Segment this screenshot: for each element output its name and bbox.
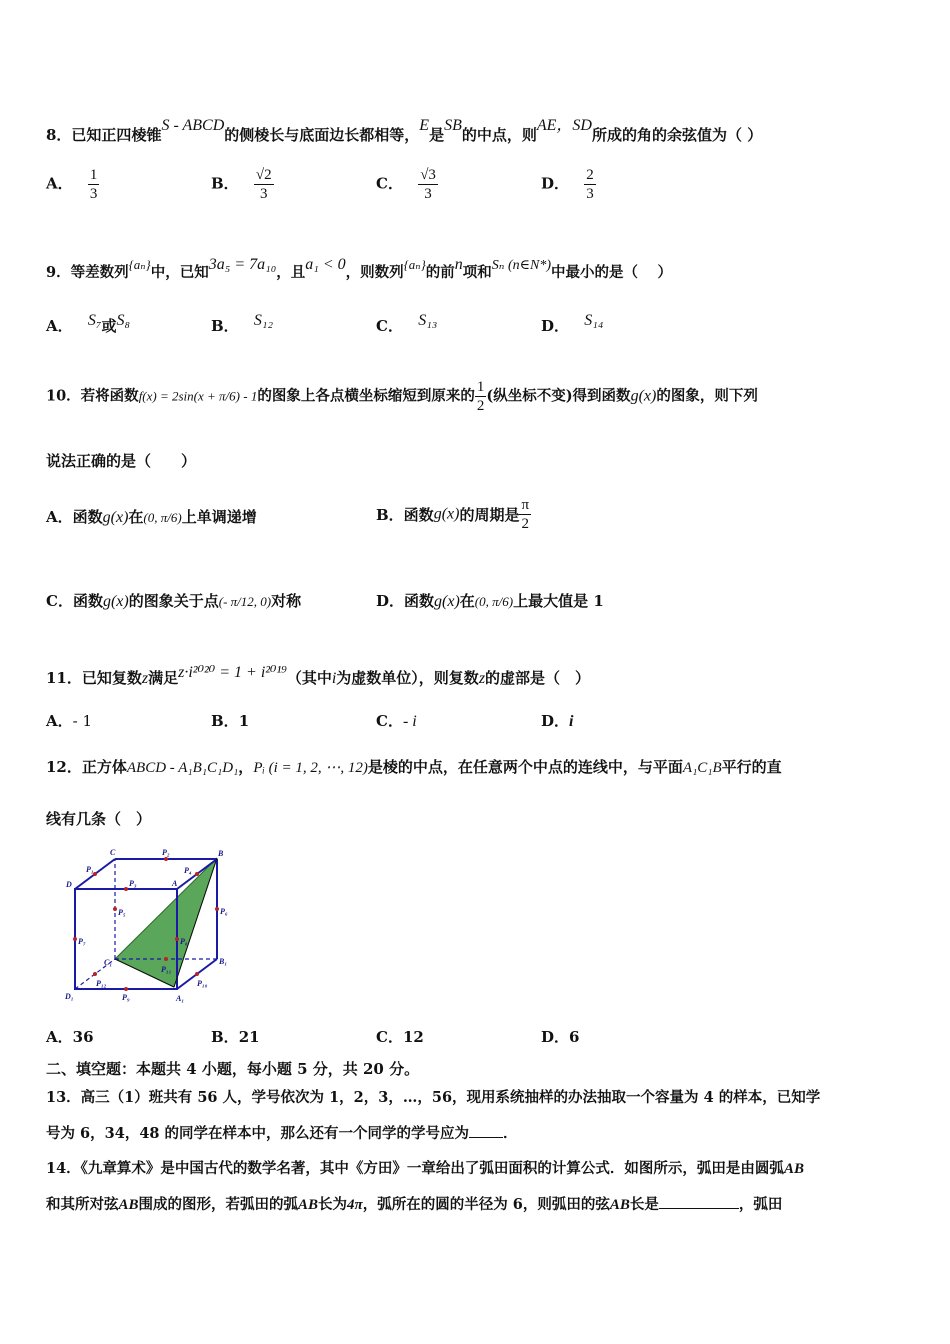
q12-option-c[interactable]	[376, 1026, 424, 1047]
q8-option-a[interactable]	[46, 166, 99, 203]
cube-figure	[62, 846, 242, 1006]
option-interval: (0, π/6)	[143, 510, 182, 525]
question-9-stem	[46, 256, 910, 282]
question-12-stem	[46, 756, 910, 777]
question-13-line2	[46, 1122, 910, 1143]
q11-z2: z	[478, 670, 486, 687]
option-or: 或	[101, 317, 117, 335]
q8-pyramid: S - ABCD	[161, 117, 225, 134]
question-12-stem-line2: 线有几条（ ）	[46, 810, 152, 828]
q11-text: （其中	[286, 669, 332, 687]
q9-sum: Sₙ (n∈N*)	[491, 258, 551, 273]
q11-option-c[interactable]	[376, 710, 417, 731]
q14-ab: AB	[609, 1197, 630, 1213]
option-text: 上单调递增	[181, 508, 257, 526]
q14-text: 长为	[318, 1196, 348, 1213]
q11-eq: z·i²⁰²⁰ = 1 + i²⁰¹⁹	[178, 664, 287, 681]
fraction-half: $\frac{1}{2}$	[476, 379, 485, 414]
answer-blank[interactable]	[659, 1208, 739, 1209]
option-value: - i	[402, 713, 417, 730]
question-10-stem	[46, 378, 910, 415]
q11-text: 满足	[148, 669, 179, 687]
option-label: B．	[211, 712, 239, 730]
q10-option-d[interactable]	[376, 590, 604, 611]
option-value: 12	[402, 1028, 424, 1046]
q13-text: ．	[503, 1125, 518, 1142]
question-10-stem-line2: 说法正确的是（ ）	[46, 452, 197, 470]
q9-text: 中，已知	[150, 264, 209, 281]
label-a1: A₁	[176, 994, 185, 1003]
option-label: B．	[211, 317, 239, 335]
fraction: $\frac{1}{3}$	[89, 167, 98, 202]
q8-option-d[interactable]	[541, 166, 596, 203]
q10-prefix: 10．若将函数	[46, 387, 139, 405]
q10-gx: g(x)	[630, 387, 657, 405]
q8-option-b[interactable]	[211, 166, 274, 203]
option-label: B．	[211, 1028, 239, 1046]
option-point: (- π/12, 0)	[218, 594, 272, 609]
q9-suffix: 中最小的是（ ）	[550, 264, 673, 281]
option-value: 1	[238, 712, 250, 730]
label-d1: D₁	[65, 992, 74, 1001]
option-label: A．	[46, 712, 73, 730]
option-value: S₁₂	[253, 312, 274, 329]
q12-plane: A₁C₁B	[682, 760, 722, 776]
option-text: 在	[128, 508, 144, 526]
option-label: A．函数	[46, 508, 103, 526]
option-text: 在	[459, 592, 475, 610]
q8-option-c[interactable]	[376, 166, 438, 203]
question-14-line2	[46, 1193, 910, 1214]
question-13-line1: 13．高三（1）班共有 56 人，学号依次为 1，2，3，…，56，现用系统抽样的办法抽取一个容量为 4 的样本，已知学	[46, 1089, 821, 1106]
q12-prefix: 12．正方体	[46, 758, 127, 776]
option-value: 6	[569, 1028, 580, 1046]
label-p11: P₁₁	[161, 965, 172, 974]
option-label: C．函数	[46, 592, 103, 610]
section-heading-fill-blank: 二、填空题：本题共 4 小题，每小题 5 分，共 20 分。	[46, 1060, 420, 1078]
option-text: 对称	[271, 592, 302, 610]
label-b1: B₁	[219, 957, 228, 966]
q9-n: n	[454, 256, 463, 273]
option-label: D．函数	[376, 592, 435, 610]
option-value: S₁₄	[584, 312, 604, 329]
q9-seq2: {aₙ}	[403, 257, 426, 272]
q9-text: 项和	[462, 264, 492, 281]
label-p4: P₄	[184, 866, 192, 875]
q14-ab: AB	[118, 1197, 139, 1213]
q12-cube: ABCD - A₁B₁C₁D₁	[126, 760, 239, 776]
label-p3: P₃	[129, 879, 137, 888]
q8-lines: AE，SD	[536, 117, 592, 134]
q9-text: 的前	[425, 264, 455, 281]
label-p12: P₁₂	[96, 979, 107, 988]
option-value: i	[569, 713, 574, 730]
option-gx: g(x)	[433, 505, 460, 523]
q14-text: 和其所对弦	[46, 1196, 119, 1213]
q9-option-b[interactable]	[211, 312, 273, 336]
option-label: C．	[376, 712, 403, 730]
q11-z: z	[141, 670, 149, 687]
label-p8: P₈	[180, 937, 188, 946]
option-value: 36	[72, 1028, 94, 1046]
option-label: C．	[376, 174, 403, 193]
option-label: D．	[541, 712, 570, 730]
option-value: S₇	[87, 312, 102, 329]
q9-prefix: 9．等差数列	[46, 264, 129, 281]
question-8-stem	[46, 112, 910, 145]
label-p6: P₆	[220, 907, 228, 916]
q10-text: (纵坐标不变)得到函数	[486, 387, 631, 405]
q11-option-b[interactable]	[211, 710, 249, 731]
label-c: C	[110, 848, 116, 857]
q13-text: 号为 6，34，48 的同学在样本中，那么还有一个同学的学号应为	[46, 1125, 470, 1142]
q9-text: ，则数列	[345, 264, 404, 281]
option-label: B．	[211, 174, 239, 193]
q12-points: Pᵢ (i = 1, 2, ⋯, 12)	[253, 760, 368, 776]
option-text: 的图象关于点	[128, 592, 219, 610]
option-text: 上最大值是 1	[513, 592, 604, 610]
q9-cond1: 3a₅ = 7a₁₀	[208, 256, 277, 273]
option-gx: g(x)	[102, 509, 129, 526]
q12-text: ，	[238, 758, 254, 776]
q14-text: ，弧所在的圆的半径为 6，则弧田的弦	[362, 1196, 610, 1213]
fraction: $\frac{2}{3}$	[586, 167, 594, 202]
option-label: C．	[376, 1028, 403, 1046]
q8-point-e: E	[419, 117, 430, 134]
q9-option-d[interactable]	[541, 312, 603, 336]
option-value: - 1	[72, 712, 93, 730]
option-label: A．	[46, 174, 73, 193]
q10-text: 的图象上各点横坐标缩短到原来的	[257, 387, 475, 405]
q10-option-b[interactable]	[376, 496, 531, 533]
option-value: 21	[238, 1028, 260, 1046]
label-c1: C₁	[104, 958, 113, 967]
label-p10: P₁₀	[197, 979, 208, 988]
answer-blank[interactable]	[469, 1137, 503, 1138]
q9-cond2: a₁ < 0	[305, 256, 346, 273]
q9-seq: {aₙ}	[128, 257, 151, 272]
q9-option-a[interactable]	[46, 312, 130, 336]
label-p5: P₅	[118, 908, 126, 917]
option-label: A．	[46, 1028, 73, 1046]
label-a: A	[172, 879, 178, 888]
label-p7: P₇	[78, 937, 86, 946]
option-gx: g(x)	[434, 593, 460, 610]
q10-func: f(x) = 2sin(x + π/6) - 1	[138, 388, 258, 404]
q14-ab: AB	[298, 1197, 319, 1213]
q11-text: 为虚数单位），则复数	[336, 669, 479, 687]
q8-text: 是	[429, 126, 445, 144]
q14-text: 围成的图形，若弧田的弧	[138, 1196, 299, 1213]
q10-option-a[interactable]	[46, 506, 257, 527]
option-gx: g(x)	[102, 593, 129, 610]
fraction: $\frac{\pi}{2}$	[521, 497, 530, 532]
option-value: S₁₃	[418, 312, 438, 329]
q9-option-c[interactable]	[376, 312, 437, 336]
option-value: S₈	[116, 312, 131, 329]
q12-suffix: 平行的直	[721, 758, 782, 776]
q14-text: 长是	[629, 1196, 659, 1213]
q8-suffix: 所成的角的余弦值为（ ）	[591, 126, 763, 144]
q8-text: 的侧棱长与底面边长都相等，	[224, 126, 420, 144]
q12-option-b[interactable]	[211, 1026, 260, 1047]
q10-option-c[interactable]	[46, 590, 301, 611]
q11-option-d[interactable]	[541, 710, 573, 731]
q11-suffix: 的虚部是（ ）	[485, 669, 591, 687]
q14-text: 14．《九章算术》是中国古代的数学名著，其中《方田》一章给出了弧田面积的计算公式．如图所示，弧田是由圆弧	[46, 1160, 784, 1177]
fraction: $\frac{√2}{3}$	[255, 167, 272, 202]
q11-prefix: 11．已知复数	[46, 669, 142, 687]
q9-text: ，且	[276, 264, 306, 281]
q14-4pi: 4π	[347, 1197, 363, 1213]
option-label: B．函数	[376, 506, 434, 524]
q8-edge-sb: SB	[444, 117, 462, 134]
option-interval: (0, π/6)	[474, 594, 514, 609]
q11-i: i	[331, 670, 337, 687]
q8-prefix: 8．已知正四棱锥	[46, 126, 162, 144]
label-d: D	[66, 880, 72, 889]
label-p2: P₂	[162, 848, 170, 857]
q12-option-d[interactable]	[541, 1026, 579, 1047]
q14-text: ，弧田	[738, 1196, 783, 1213]
label-b: B	[218, 849, 224, 858]
fraction: $\frac{√3}{3}$	[420, 167, 436, 202]
option-label: A．	[46, 317, 73, 335]
option-label: D．	[541, 174, 570, 193]
question-14-line1	[46, 1157, 910, 1178]
label-p1: P₁	[86, 865, 94, 874]
q11-option-a[interactable]	[46, 710, 92, 731]
option-text: 的周期是	[459, 506, 520, 524]
label-p9: P₉	[122, 993, 130, 1002]
q14-ab: AB	[783, 1161, 804, 1177]
question-11-stem	[46, 662, 910, 688]
option-label: D．	[541, 1028, 570, 1046]
q12-option-a[interactable]	[46, 1026, 94, 1047]
option-label: D．	[541, 317, 570, 335]
q10-suffix: 的图象，则下列	[656, 387, 758, 405]
option-label: C．	[376, 317, 403, 335]
q12-text: 是棱的中点，在任意两个中点的连线中，与平面	[367, 758, 683, 776]
q8-text: 的中点，则	[461, 126, 537, 144]
